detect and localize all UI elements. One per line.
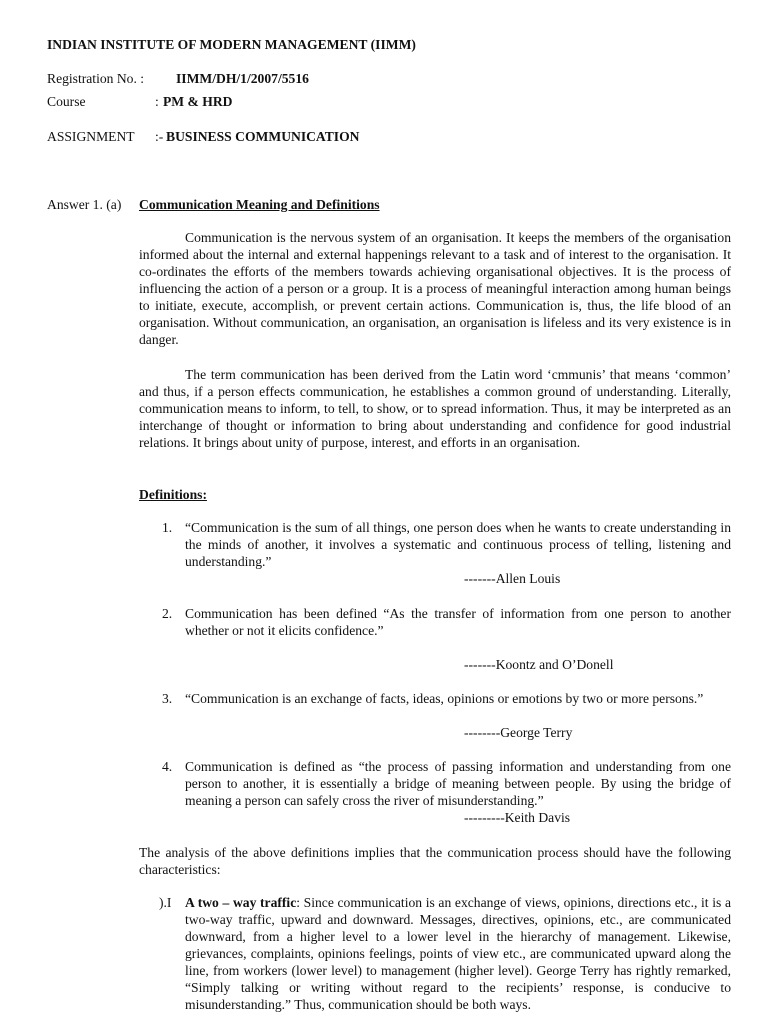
assignment-label: ASSIGNMENT bbox=[47, 129, 135, 144]
course-colon: : bbox=[155, 94, 159, 109]
characteristic-title: A two – way traffic bbox=[185, 895, 297, 910]
definition-number: 4. bbox=[162, 759, 173, 774]
paragraph-2: The term communication has been derived from the Latin word ‘cmmunis’ that means ‘common’ and thus, if a person effects communication, he establishes a common ground of understanding. Literally, communication means to inform, to tell, to show, or to spread information. Thus, it may be interpreted as an interchange of thought or information to bring about understanding and confidence for good industrial relations. It brings about unity of purpose, interest, and efforts in an organisation. bbox=[139, 367, 731, 450]
course-label: Course bbox=[47, 94, 86, 109]
definition-text: “Communication is an exchange of facts, ideas, opinions or emotions by two or more persons.” bbox=[185, 691, 704, 706]
definitions-heading: Definitions: bbox=[139, 487, 207, 502]
course-value: PM & HRD bbox=[163, 94, 233, 109]
definition-author: ---------Keith Davis bbox=[464, 810, 571, 825]
characteristic-text bbox=[185, 894, 731, 1013]
characteristic-marker: ).I bbox=[159, 895, 172, 910]
characteristic-body: : Since communication is an exchange of views, opinions, directions etc., it is a two-way traffic, upward and downward. Messages, directives, opinions, etc., are communicated downward, from a higher level to a lower level in the hierarchy of management. Likewise, grievances, complaints, opinions feelings, points of view etc., are communicated upward along the line, from workers (lower level) to management (higher level). George Terry has rightly remarked, “Simply talking or writing without regard to the recipients’ response, is conducive to misunderstanding.” Thus, communication should be both ways. bbox=[185, 895, 731, 1012]
definition-text: Communication is defined as “the process of passing information and understanding from one person to another, it is essentially a bridge of meaning between people. By using the bridge of meaning a person can safely cross the river of misunderstanding.” bbox=[185, 759, 731, 808]
definition-number: 2. bbox=[162, 606, 173, 621]
registration-value: IIMM/DH/1/2007/5516 bbox=[176, 71, 309, 86]
institute-title: INDIAN INSTITUTE OF MODERN MANAGEMENT (IIMM) bbox=[47, 37, 416, 52]
assignment-value: BUSINESS COMMUNICATION bbox=[166, 129, 360, 144]
answer-heading: Communication Meaning and Definitions bbox=[139, 197, 380, 212]
paragraph-1: Communication is the nervous system of an organisation. It keeps the members of the organisation informed about the internal and external happenings relevant to a task and of interest to the organisation. It co-ordinates the efforts of the members towards achieving organisational objectives. It is the process of influencing the action of a person or a group. It is a process of meaningful interaction among human beings to initiate, execute, accomplish, or prevent certain actions. Communication is, thus, the life blood of an organisation. Without communication, an organisation, an organisation is lifeless and its very existence is in danger. bbox=[139, 230, 731, 347]
assignment-separator: :- bbox=[155, 129, 164, 144]
definition-author: -------Allen Louis bbox=[464, 571, 561, 586]
definition-number: 1. bbox=[162, 520, 173, 535]
definition-author: -------Koontz and O’Donell bbox=[464, 657, 614, 672]
definition-text: “Communication is the sum of all things, one person does when he wants to create understanding in the minds of another, it involves a systematic and continuous process of telling, listening and understanding.” bbox=[185, 520, 731, 569]
registration-label: Registration No. : bbox=[47, 71, 145, 86]
definition-text: Communication has been defined “As the transfer of information from one person to another whether or not it elicits confidence.” bbox=[185, 606, 731, 638]
analysis-paragraph: The analysis of the above definitions implies that the communication process should have the following characteristics: bbox=[139, 845, 731, 877]
definition-author: --------George Terry bbox=[464, 725, 573, 740]
answer-label: Answer 1. (a) bbox=[47, 197, 122, 212]
definition-number: 3. bbox=[162, 691, 173, 706]
